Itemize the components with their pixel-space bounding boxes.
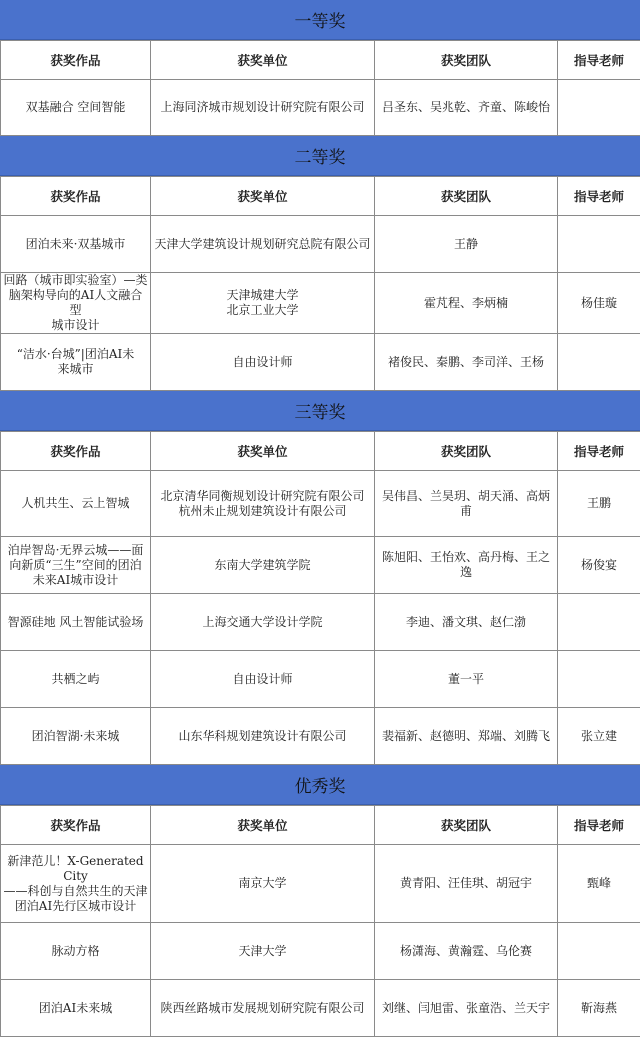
section-title: 优秀奖 — [0, 765, 640, 805]
award-table — [0, 431, 640, 765]
header-team: 获奖团队 — [375, 177, 558, 216]
unit-cell: 自由设计师 — [151, 651, 375, 708]
header-row — [1, 806, 640, 845]
work-cell: 团泊智湖·未来城 — [1, 708, 151, 765]
award-table — [0, 176, 640, 391]
header-unit: 获奖单位 — [151, 432, 375, 471]
header-work: 获奖作品 — [1, 177, 151, 216]
team-cell: 霍芃程、李炳楠 — [375, 273, 558, 334]
header-work: 获奖作品 — [1, 806, 151, 845]
table-row — [1, 216, 640, 273]
team-cell: 刘继、闫旭雷、张童浩、兰天宇 — [375, 980, 558, 1037]
teacher-cell: 甄峰 — [558, 845, 640, 923]
work-cell: 脉动方格 — [1, 923, 151, 980]
header-unit: 获奖单位 — [151, 177, 375, 216]
table-row — [1, 471, 640, 537]
team-cell: 裴福新、赵德明、郑端、刘腾飞 — [375, 708, 558, 765]
unit-cell: 山东华科规划建筑设计有限公司 — [151, 708, 375, 765]
work-cell: 泊岸智岛·无界云城——面 向新质“三生”空间的团泊 未来AI城市设计 — [1, 537, 151, 594]
unit-cell: 上海同济城市规划设计研究院有限公司 — [151, 80, 375, 136]
header-row — [1, 177, 640, 216]
unit-cell: 北京清华同衡规划设计研究院有限公司 杭州未止规划建筑设计有限公司 — [151, 471, 375, 537]
table-row — [1, 923, 640, 980]
table-row — [1, 273, 640, 334]
team-cell: 杨潇海、黄瀚霆、乌伦赛 — [375, 923, 558, 980]
header-team: 获奖团队 — [375, 41, 558, 80]
teacher-cell — [558, 216, 640, 273]
work-cell: 智源硅地 风土智能试验场 — [1, 594, 151, 651]
team-cell: 吕圣东、吴兆乾、齐童、陈峻怡 — [375, 80, 558, 136]
unit-cell: 天津城建大学 北京工业大学 — [151, 273, 375, 334]
header-teacher: 指导老师 — [558, 806, 640, 845]
header-row — [1, 432, 640, 471]
work-cell: 人机共生、云上智城 — [1, 471, 151, 537]
work-cell: 回路（城市即实验室）—类 脑架构导向的AI人文融合型 城市设计 — [1, 273, 151, 334]
work-cell: 新津范儿！X-Generated City ——科创与自然共生的天津 团泊AI先行区城市设计 — [1, 845, 151, 923]
table-row — [1, 334, 640, 391]
team-cell: 黄青阳、汪佳琪、胡冠宇 — [375, 845, 558, 923]
work-cell: 团泊未来·双基城市 — [1, 216, 151, 273]
header-work: 获奖作品 — [1, 41, 151, 80]
team-cell: 王静 — [375, 216, 558, 273]
teacher-cell: 王鹏 — [558, 471, 640, 537]
unit-cell: 南京大学 — [151, 845, 375, 923]
unit-cell: 上海交通大学设计学院 — [151, 594, 375, 651]
header-work: 获奖作品 — [1, 432, 151, 471]
team-cell: 褚俊民、秦鹏、李司洋、王杨 — [375, 334, 558, 391]
table-row — [1, 80, 640, 136]
table-row — [1, 845, 640, 923]
section-title: 三等奖 — [0, 391, 640, 431]
award-table — [0, 805, 640, 1037]
header-row — [1, 41, 640, 80]
header-teacher: 指导老师 — [558, 432, 640, 471]
unit-cell: 陕西丝路城市发展规划研究院有限公司 — [151, 980, 375, 1037]
teacher-cell: 张立建 — [558, 708, 640, 765]
header-team: 获奖团队 — [375, 432, 558, 471]
work-cell: 双基融合 空间智能 — [1, 80, 151, 136]
table-row — [1, 537, 640, 594]
header-team: 获奖团队 — [375, 806, 558, 845]
teacher-cell — [558, 651, 640, 708]
unit-cell: 自由设计师 — [151, 334, 375, 391]
header-teacher: 指导老师 — [558, 177, 640, 216]
table-row — [1, 708, 640, 765]
award-table — [0, 40, 640, 136]
teacher-cell: 杨俊宴 — [558, 537, 640, 594]
table-row — [1, 594, 640, 651]
team-cell: 吴伟昌、兰昊玥、胡天涌、高炳甫 — [375, 471, 558, 537]
section-title: 二等奖 — [0, 136, 640, 176]
team-cell: 李迪、潘文琪、赵仁渤 — [375, 594, 558, 651]
section-title: 一等奖 — [0, 0, 640, 40]
unit-cell: 天津大学 — [151, 923, 375, 980]
team-cell: 董一平 — [375, 651, 558, 708]
teacher-cell: 靳海燕 — [558, 980, 640, 1037]
header-teacher: 指导老师 — [558, 41, 640, 80]
teacher-cell — [558, 923, 640, 980]
work-cell: 共栖之屿 — [1, 651, 151, 708]
work-cell: “洁水·台城”|团泊AI未 来城市 — [1, 334, 151, 391]
teacher-cell — [558, 594, 640, 651]
team-cell: 陈旭阳、王怡欢、高丹梅、王之逸 — [375, 537, 558, 594]
teacher-cell: 杨佳璇 — [558, 273, 640, 334]
header-unit: 获奖单位 — [151, 806, 375, 845]
table-row — [1, 651, 640, 708]
unit-cell: 东南大学建筑学院 — [151, 537, 375, 594]
teacher-cell — [558, 334, 640, 391]
work-cell: 团泊AI未来城 — [1, 980, 151, 1037]
teacher-cell — [558, 80, 640, 136]
unit-cell: 天津大学建筑设计规划研究总院有限公司 — [151, 216, 375, 273]
header-unit: 获奖单位 — [151, 41, 375, 80]
table-row — [1, 980, 640, 1037]
